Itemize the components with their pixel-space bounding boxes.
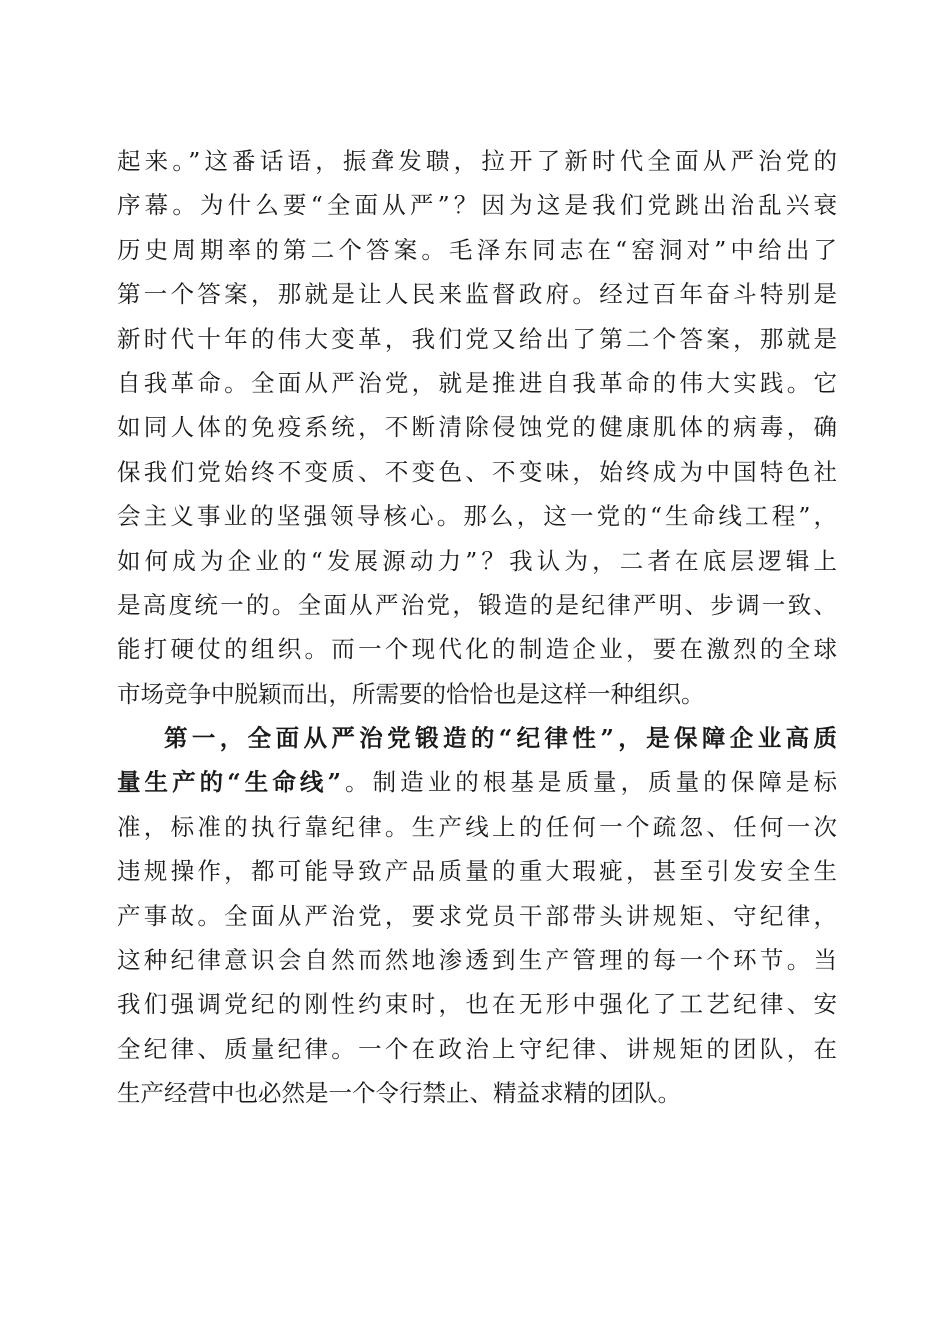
paragraph-line: 起来。”这番话语，振聋发聩，拉开了新时代全面从严治党的: [117, 147, 837, 175]
section-heading-line: [117, 716, 837, 760]
paragraph-line: 会主义事业的坚强领导核心。那么，这一党的“生命线工程”，: [117, 502, 837, 531]
paragraph-line: 如同人体的免疫系统，不断清除侵蚀党的健康肌体的病毒，确: [117, 413, 837, 442]
paragraph-line: 序幕。为什么要“全面从严”？因为这是我们党跳出治乱兴衰: [117, 191, 837, 220]
paragraph-line: 保我们党始终不变质、不变色、不变味，始终成为中国特色社: [117, 457, 837, 486]
paragraph-line: 市场竞争中脱颖而出，所需要的恰恰也是这样一种组织。: [117, 679, 705, 708]
paragraph-line: 如何成为企业的“发展源动力”？我认为，二者在底层逻辑上: [117, 546, 837, 575]
body-text: [117, 139, 837, 1116]
paragraph-text: 。制造业的根基是质量，质量的保障是标: [340, 768, 837, 797]
paragraph-line: 第一个答案，那就是让人民来监督政府。经过百年奋斗特别是: [117, 280, 837, 309]
paragraph-line: 是高度统一的。全面从严治党，锻造的是纪律严明、步调一致、: [117, 590, 837, 619]
paragraph-2: [117, 716, 837, 1116]
section-heading-bold: 第一，全面从严治党锻造的“纪律性”，是保障企业高质: [164, 724, 837, 753]
paragraph-line: 违规操作，都可能导致产品质量的重大瑕疵，甚至引发安全生: [117, 857, 837, 886]
paragraph-line: 产事故。全面从严治党，要求党员干部带头讲规矩、守纪律，: [117, 901, 837, 930]
paragraph-line: 新时代十年的伟大变革，我们党又给出了第二个答案，那就是: [117, 324, 837, 353]
section-heading-bold-end: 量生产的“生命线”: [117, 768, 341, 797]
paragraph-line: 准，标准的执行靠纪律。生产线上的任何一个疏忽、任何一次: [117, 812, 837, 841]
section-heading-line-2: [117, 760, 837, 804]
paragraph-1: [117, 139, 837, 716]
paragraph-line: 我们强调党纪的刚性约束时，也在无形中强化了工艺纪律、安: [117, 990, 837, 1019]
paragraph-line: 历史周期率的第二个答案。毛泽东同志在“窑洞对”中给出了: [117, 235, 837, 264]
paragraph-line: 全纪律、质量纪律。一个在政治上守纪律、讲规矩的团队，在: [117, 1034, 837, 1063]
paragraph-line: 生产经营中也必然是一个令行禁止、精益求精的团队。: [117, 1079, 681, 1108]
paragraph-line: 这种纪律意识会自然而然地渗透到生产管理的每一个环节。当: [117, 946, 837, 975]
paragraph-line: 能打硬仗的组织。而一个现代化的制造企业，要在激烈的全球: [117, 635, 837, 664]
paragraph-line: 自我革命。全面从严治党，就是推进自我革命的伟大实践。它: [117, 368, 837, 397]
